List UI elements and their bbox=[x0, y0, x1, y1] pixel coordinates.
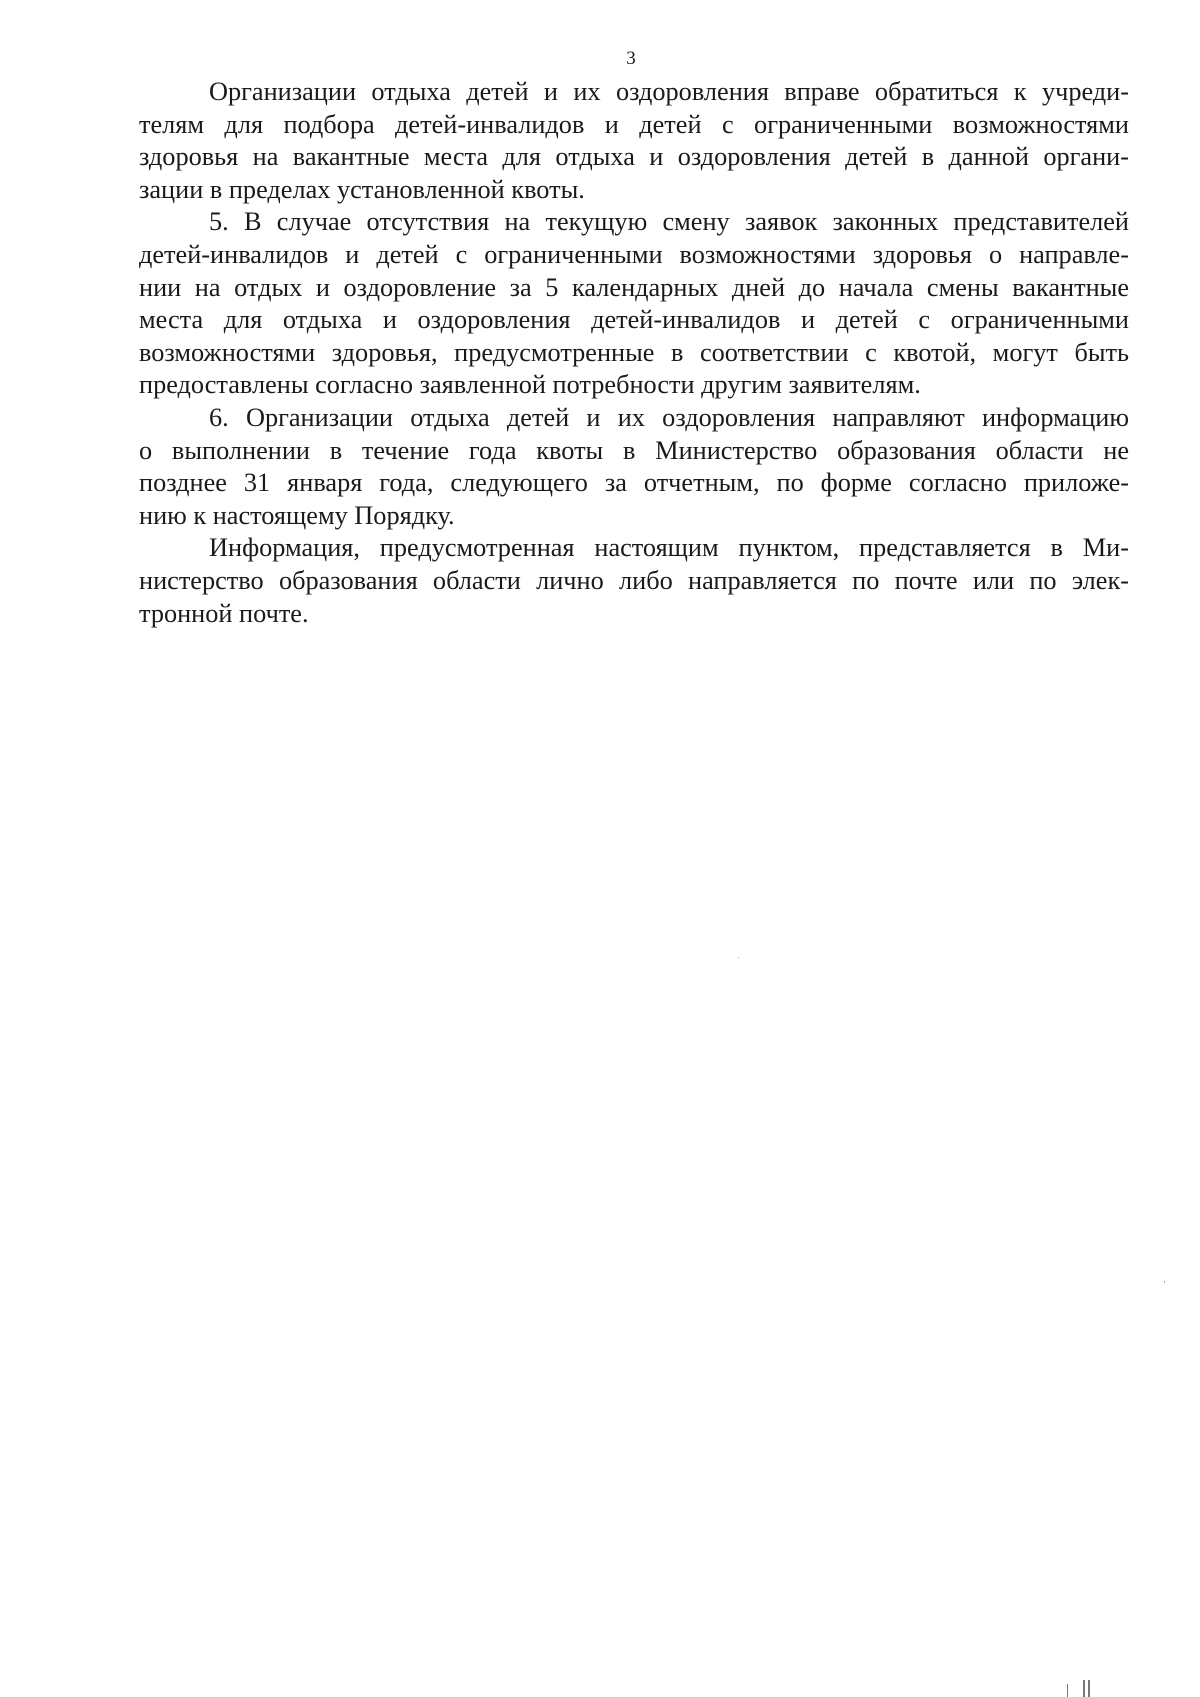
page-number: 3 bbox=[626, 48, 636, 69]
text-line: телям для подбора детей-инвалидов и детей с ограниченными возможностями bbox=[139, 109, 1129, 139]
text-line: зации в пределах установленной квоты. bbox=[139, 174, 585, 204]
text-line: детей-инвалидов и детей с ограниченными возможностями здоровья о направле- bbox=[139, 239, 1129, 269]
text-line: нию к настоящему Порядку. bbox=[139, 500, 455, 530]
paragraph-quota-request bbox=[139, 76, 1129, 206]
text-line: позднее 31 января года, следующего за отчетным, по форме согласно приложе- bbox=[139, 468, 1129, 498]
scan-edge-mark bbox=[1088, 1680, 1090, 1697]
scan-edge-mark bbox=[1083, 1680, 1085, 1697]
scan-speck bbox=[1164, 1281, 1165, 1283]
text-line: нии на отдых и оздоровление за 5 календарных дней до начала смены вакантные bbox=[139, 272, 1129, 302]
paragraph-item-6 bbox=[139, 402, 1129, 532]
text-line: 5. В случае отсутствия на текущую смену заявок законных представителей bbox=[209, 207, 1129, 237]
text-line: здоровья на вакантные места для отдыха и оздоровления детей в данной органи- bbox=[139, 142, 1129, 172]
text-line: Организации отдыха детей и их оздоровления вправе обратиться к учреди- bbox=[209, 77, 1129, 106]
text-line: 6. Организации отдыха детей и их оздоровления направляют информацию bbox=[209, 402, 1129, 432]
scan-edge-mark bbox=[1067, 1684, 1068, 1697]
text-line: о выполнении в течение года квоты в Министерство образования области не bbox=[139, 435, 1129, 465]
text-line: тронной почте. bbox=[139, 598, 309, 628]
paragraph-submission-info bbox=[139, 532, 1129, 630]
document-body bbox=[139, 76, 1129, 630]
text-line: возможностями здоровья, предусмотренные в соответствии с квотой, могут быть bbox=[139, 337, 1129, 367]
text-line: нистерство образования области лично либо направляется по почте или по элек- bbox=[139, 565, 1129, 595]
text-line: предоставлены согласно заявленной потребности другим заявителям. bbox=[139, 370, 921, 400]
scan-speck bbox=[738, 957, 739, 958]
text-line: Информация, предусмотренная настоящим пунктом, представляется в Ми- bbox=[209, 533, 1129, 563]
text-line: места для отдыха и оздоровления детей-инвалидов и детей с ограниченными bbox=[139, 305, 1129, 335]
paragraph-item-5 bbox=[139, 206, 1129, 402]
